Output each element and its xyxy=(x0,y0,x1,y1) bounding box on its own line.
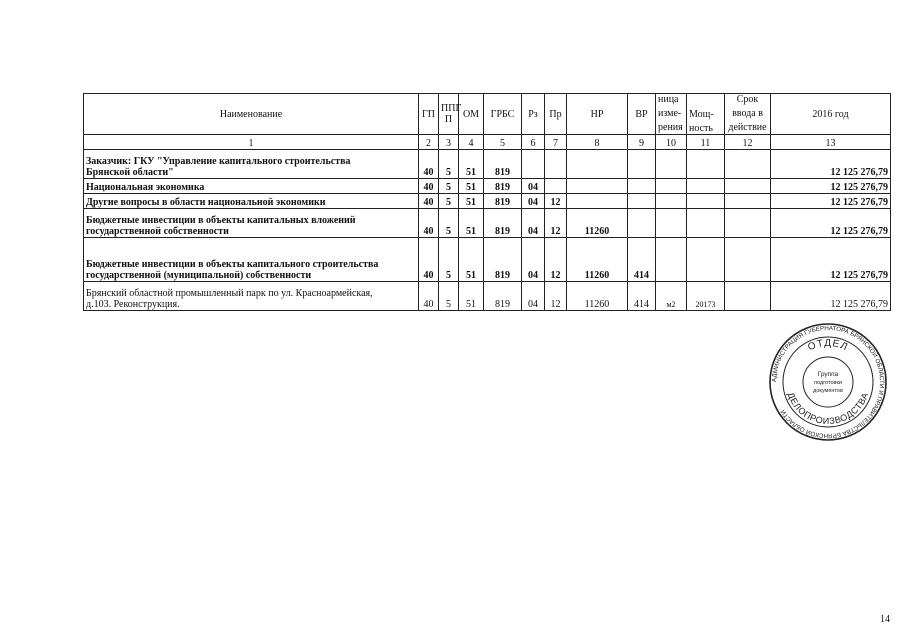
row-name xyxy=(84,150,419,179)
cell-amount: 12 125 276,79 xyxy=(771,150,891,179)
cell-nr: 11260 xyxy=(567,238,628,282)
column-number: 12 xyxy=(725,135,771,150)
cell-power xyxy=(687,179,725,194)
cell-ppgp: 5 xyxy=(439,179,459,194)
cell-grbs: 819 xyxy=(484,282,522,311)
cell-grbs: 819 xyxy=(484,194,522,209)
cell-ppgp: 5 xyxy=(439,238,459,282)
column-number-row xyxy=(84,135,891,150)
cell-vr: 414 xyxy=(628,238,656,282)
header-unit-line1: ница xyxy=(658,94,679,105)
column-number: 10 xyxy=(656,135,687,150)
cell-unit xyxy=(656,194,687,209)
row-name-line1: Бюджетные инвестиции в объекты капитальных вложений xyxy=(86,215,356,226)
cell-om: 51 xyxy=(459,282,484,311)
column-number: 2 xyxy=(419,135,439,150)
cell-om: 51 xyxy=(459,150,484,179)
header-vr: ВР xyxy=(628,94,656,135)
cell-nr xyxy=(567,150,628,179)
row-name-line1: Заказчик: ГКУ "Управление капитального строительства xyxy=(86,156,351,167)
cell-amount: 12 125 276,79 xyxy=(771,209,891,238)
cell-rz: 04 xyxy=(522,194,545,209)
page-number: 14 xyxy=(880,614,890,625)
header-ppgp-top: ППГ xyxy=(441,103,462,114)
cell-term xyxy=(725,282,771,311)
table-row xyxy=(84,194,891,209)
column-number: 11 xyxy=(687,135,725,150)
cell-pr xyxy=(545,150,567,179)
cell-power xyxy=(687,209,725,238)
cell-unit xyxy=(656,179,687,194)
cell-ppgp: 5 xyxy=(439,150,459,179)
column-number: 7 xyxy=(545,135,567,150)
header-power-line1: Мощ- xyxy=(689,109,714,120)
cell-vr xyxy=(628,179,656,194)
cell-amount: 12 125 276,79 xyxy=(771,282,891,311)
cell-grbs: 819 xyxy=(484,150,522,179)
cell-rz: 04 xyxy=(522,179,545,194)
cell-gp: 40 xyxy=(419,179,439,194)
header-rz: Рз xyxy=(522,94,545,135)
cell-om: 51 xyxy=(459,209,484,238)
column-number: 6 xyxy=(522,135,545,150)
cell-nr: 11260 xyxy=(567,282,628,311)
cell-grbs: 819 xyxy=(484,238,522,282)
header-power-line2: ность xyxy=(689,123,713,134)
cell-ppgp: 5 xyxy=(439,194,459,209)
header-ppgp xyxy=(439,94,462,135)
cell-term xyxy=(725,209,771,238)
cell-pr: 12 xyxy=(545,194,567,209)
table-row xyxy=(84,209,891,238)
row-name xyxy=(84,209,419,238)
cell-nr: 11260 xyxy=(567,209,628,238)
column-number: 13 xyxy=(771,135,891,150)
header-grbs: ГРБС xyxy=(484,94,522,135)
cell-ppgp: 5 xyxy=(439,209,459,238)
cell-amount: 12 125 276,79 xyxy=(771,179,891,194)
cell-unit xyxy=(656,150,687,179)
cell-pr: 12 xyxy=(545,282,567,311)
column-number: 3 xyxy=(439,135,459,150)
stamp-outer-textpath: АДМИНИСТРАЦИЯ ГУБЕРНАТОРА БРЯНСКОЙ ОБЛАСТИ И ПРАВИТЕЛЬСТВА БРЯНСКОЙ ОБЛАСТИ xyxy=(770,324,886,440)
cell-om: 51 xyxy=(459,194,484,209)
cell-power xyxy=(687,150,725,179)
cell-power xyxy=(687,194,725,209)
cell-gp: 40 xyxy=(419,209,439,238)
header-gp: ГП xyxy=(419,94,439,135)
cell-vr xyxy=(628,150,656,179)
stamp-inner-bottom-textpath: ДЕЛОПРОИЗВОДСТВА xyxy=(785,390,871,427)
header-nr: НР xyxy=(567,94,628,135)
row-name-line2: д.103. Реконструкция. xyxy=(86,299,180,310)
cell-gp: 40 xyxy=(419,150,439,179)
cell-nr xyxy=(567,179,628,194)
cell-vr xyxy=(628,209,656,238)
row-name-line2: государственной (муниципальной) собственности xyxy=(86,270,312,281)
cell-power xyxy=(687,238,725,282)
cell-unit xyxy=(656,238,687,282)
office-stamp xyxy=(768,322,888,442)
cell-rz xyxy=(522,150,545,179)
header-term-line3: действие xyxy=(728,122,767,133)
header-term xyxy=(725,94,771,135)
row-name-line1: Брянский областной промышленный парк по ул. Красноармейская, xyxy=(86,288,373,299)
cell-amount: 12 125 276,79 xyxy=(771,194,891,209)
cell-om: 51 xyxy=(459,179,484,194)
stamp-inner-top-textpath: ОТДЕЛ xyxy=(806,337,850,354)
table-header-row xyxy=(84,94,891,135)
cell-vr: 414 xyxy=(628,282,656,311)
stamp-center-line1: Группа xyxy=(817,371,839,378)
column-number: 5 xyxy=(484,135,522,150)
budget-table xyxy=(83,93,891,311)
cell-gp: 40 xyxy=(419,282,439,311)
table-row xyxy=(84,282,891,311)
cell-grbs: 819 xyxy=(484,179,522,194)
cell-grbs: 819 xyxy=(484,209,522,238)
stamp-inner-bottom-text xyxy=(786,391,871,426)
cell-pr xyxy=(545,179,567,194)
column-number: 8 xyxy=(567,135,628,150)
row-name-line1: Бюджетные инвестиции в объекты капитального строительства xyxy=(86,259,379,270)
cell-vr xyxy=(628,194,656,209)
cell-gp: 40 xyxy=(419,238,439,282)
cell-term xyxy=(725,179,771,194)
header-name: Наименование xyxy=(84,94,419,135)
header-term-line2: ввода в xyxy=(732,108,763,119)
header-unit xyxy=(656,94,687,135)
stamp-center-line3: документов xyxy=(813,388,843,394)
cell-power: 20173 xyxy=(687,282,725,311)
row-name xyxy=(84,238,419,282)
row-name: Другие вопросы в области национальной экономики xyxy=(84,194,419,209)
table-row xyxy=(84,179,891,194)
row-name-line2: государственной собственности xyxy=(86,226,229,237)
row-name: Национальная экономика xyxy=(84,179,419,194)
cell-term xyxy=(725,150,771,179)
cell-pr: 12 xyxy=(545,209,567,238)
cell-term xyxy=(725,238,771,282)
cell-rz: 04 xyxy=(522,282,545,311)
cell-om: 51 xyxy=(459,238,484,282)
header-unit-line3: рения xyxy=(658,122,683,133)
header-om: ОМ xyxy=(459,94,484,135)
table-row xyxy=(84,150,891,179)
stamp-center-line2: подготовки xyxy=(814,380,842,386)
header-power xyxy=(687,94,725,135)
cell-amount: 12 125 276,79 xyxy=(771,238,891,282)
cell-rz: 04 xyxy=(522,238,545,282)
cell-term xyxy=(725,194,771,209)
cell-unit xyxy=(656,209,687,238)
header-year: 2016 год xyxy=(771,94,891,135)
cell-ppgp: 5 xyxy=(439,282,459,311)
header-pr: Пр xyxy=(545,94,567,135)
column-number: 9 xyxy=(628,135,656,150)
cell-gp: 40 xyxy=(419,194,439,209)
cell-rz: 04 xyxy=(522,209,545,238)
stamp-inner-top-text xyxy=(806,338,849,353)
column-number: 1 xyxy=(84,135,419,150)
header-term-line1: Срок xyxy=(736,94,759,105)
table-row xyxy=(84,238,891,282)
row-name xyxy=(84,282,419,311)
cell-nr xyxy=(567,194,628,209)
header-unit-line2: изме- xyxy=(658,108,682,119)
cell-pr: 12 xyxy=(545,238,567,282)
cell-unit: м2 xyxy=(656,282,687,311)
header-ppgp-bottom: П xyxy=(444,114,453,125)
row-name-line2: Брянской области" xyxy=(86,167,174,178)
column-number: 4 xyxy=(459,135,484,150)
